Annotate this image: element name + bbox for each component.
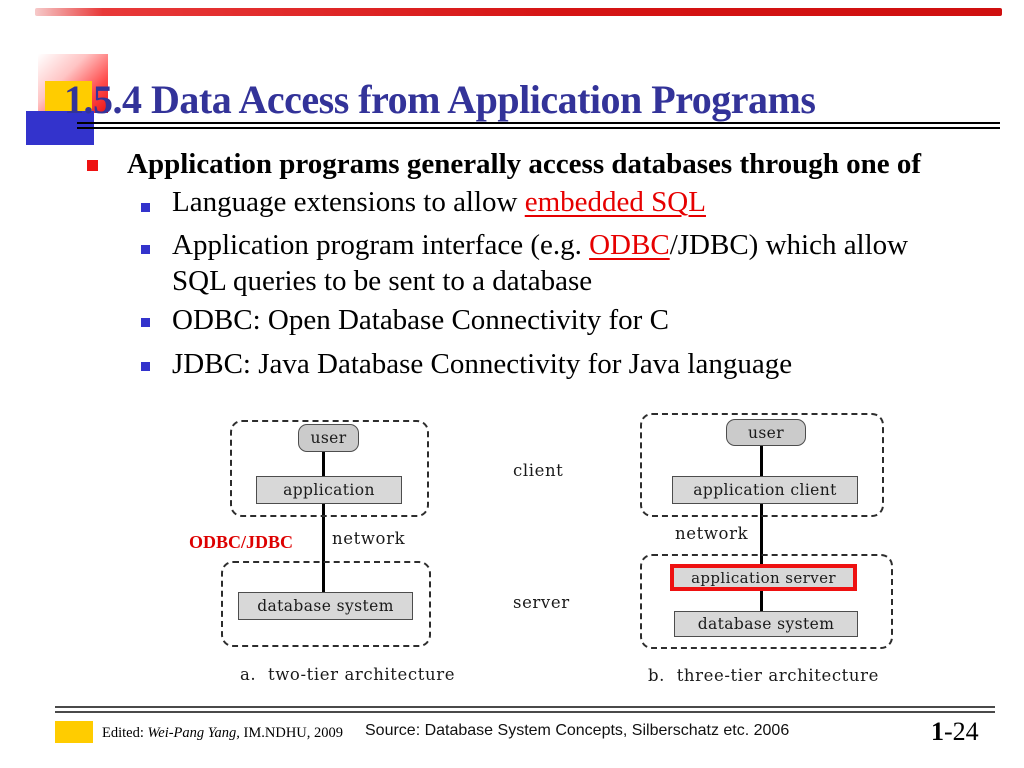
bullet-marker-icon xyxy=(141,362,150,371)
two-tier-application-node: application xyxy=(256,476,402,504)
footer-divider xyxy=(55,706,995,713)
bullet-marker-icon xyxy=(141,318,150,327)
bullet-api-line1 xyxy=(172,227,908,263)
title-underline xyxy=(77,122,1000,129)
two-tier-user-node: user xyxy=(298,424,359,452)
footer-credit xyxy=(102,725,343,742)
three-tier-database-node: database system xyxy=(674,611,858,637)
bullet-marker-icon xyxy=(87,160,98,171)
bullet-marker-icon xyxy=(141,245,150,254)
application-server-node-highlighted: application server xyxy=(670,564,857,591)
page-rest: -24 xyxy=(944,717,979,746)
top-red-bar xyxy=(35,8,1002,16)
slide-title: 1.5.4 Data Access from Application Programs xyxy=(64,77,816,122)
credit-author: Wei-Pang Yang, xyxy=(147,725,240,741)
three-tier-network-label: network xyxy=(675,524,749,543)
bullet-odbc: ODBC: Open Database Connectivity for C xyxy=(172,304,669,336)
chapter-number: 1 xyxy=(931,717,944,746)
footer-yellow-mark xyxy=(55,721,93,743)
two-tier-database-node: database system xyxy=(238,592,413,620)
bullet-marker-icon xyxy=(141,203,150,212)
bullet-text: Language extensions to allow xyxy=(172,186,525,218)
odbc-link[interactable]: ODBC xyxy=(589,229,670,261)
client-label: client xyxy=(513,461,564,480)
application-client-node: application client xyxy=(672,476,858,504)
page-number xyxy=(931,717,979,747)
bullet-jdbc: JDBC: Java Database Connectivity for Java language xyxy=(172,348,793,380)
bullet-text: /JDBC) which allow xyxy=(669,229,909,261)
two-tier-caption: a. two-tier architecture xyxy=(240,665,456,684)
bullet-embedded-sql xyxy=(172,184,706,220)
bullet-text: Application program interface (e.g. xyxy=(172,229,590,261)
odbc-jdbc-label: ODBC/JDBC xyxy=(189,532,294,552)
embedded-sql-link[interactable]: embedded SQL xyxy=(524,186,706,218)
credit-suffix: IM.NDHU, 2009 xyxy=(239,725,344,741)
three-tier-user-node: user xyxy=(726,419,806,446)
three-tier-caption: b. three-tier architecture xyxy=(648,666,879,685)
two-tier-network-label: network xyxy=(332,529,406,548)
server-label: server xyxy=(513,593,570,612)
bullet-level1: Application programs generally access databases through one of xyxy=(127,148,922,180)
credit-prefix: Edited: xyxy=(102,725,148,741)
bullet-api-line2: SQL queries to be sent to a database xyxy=(172,265,593,297)
footer-source: Source: Database System Concepts, Silberschatz etc. 2006 xyxy=(365,722,790,739)
